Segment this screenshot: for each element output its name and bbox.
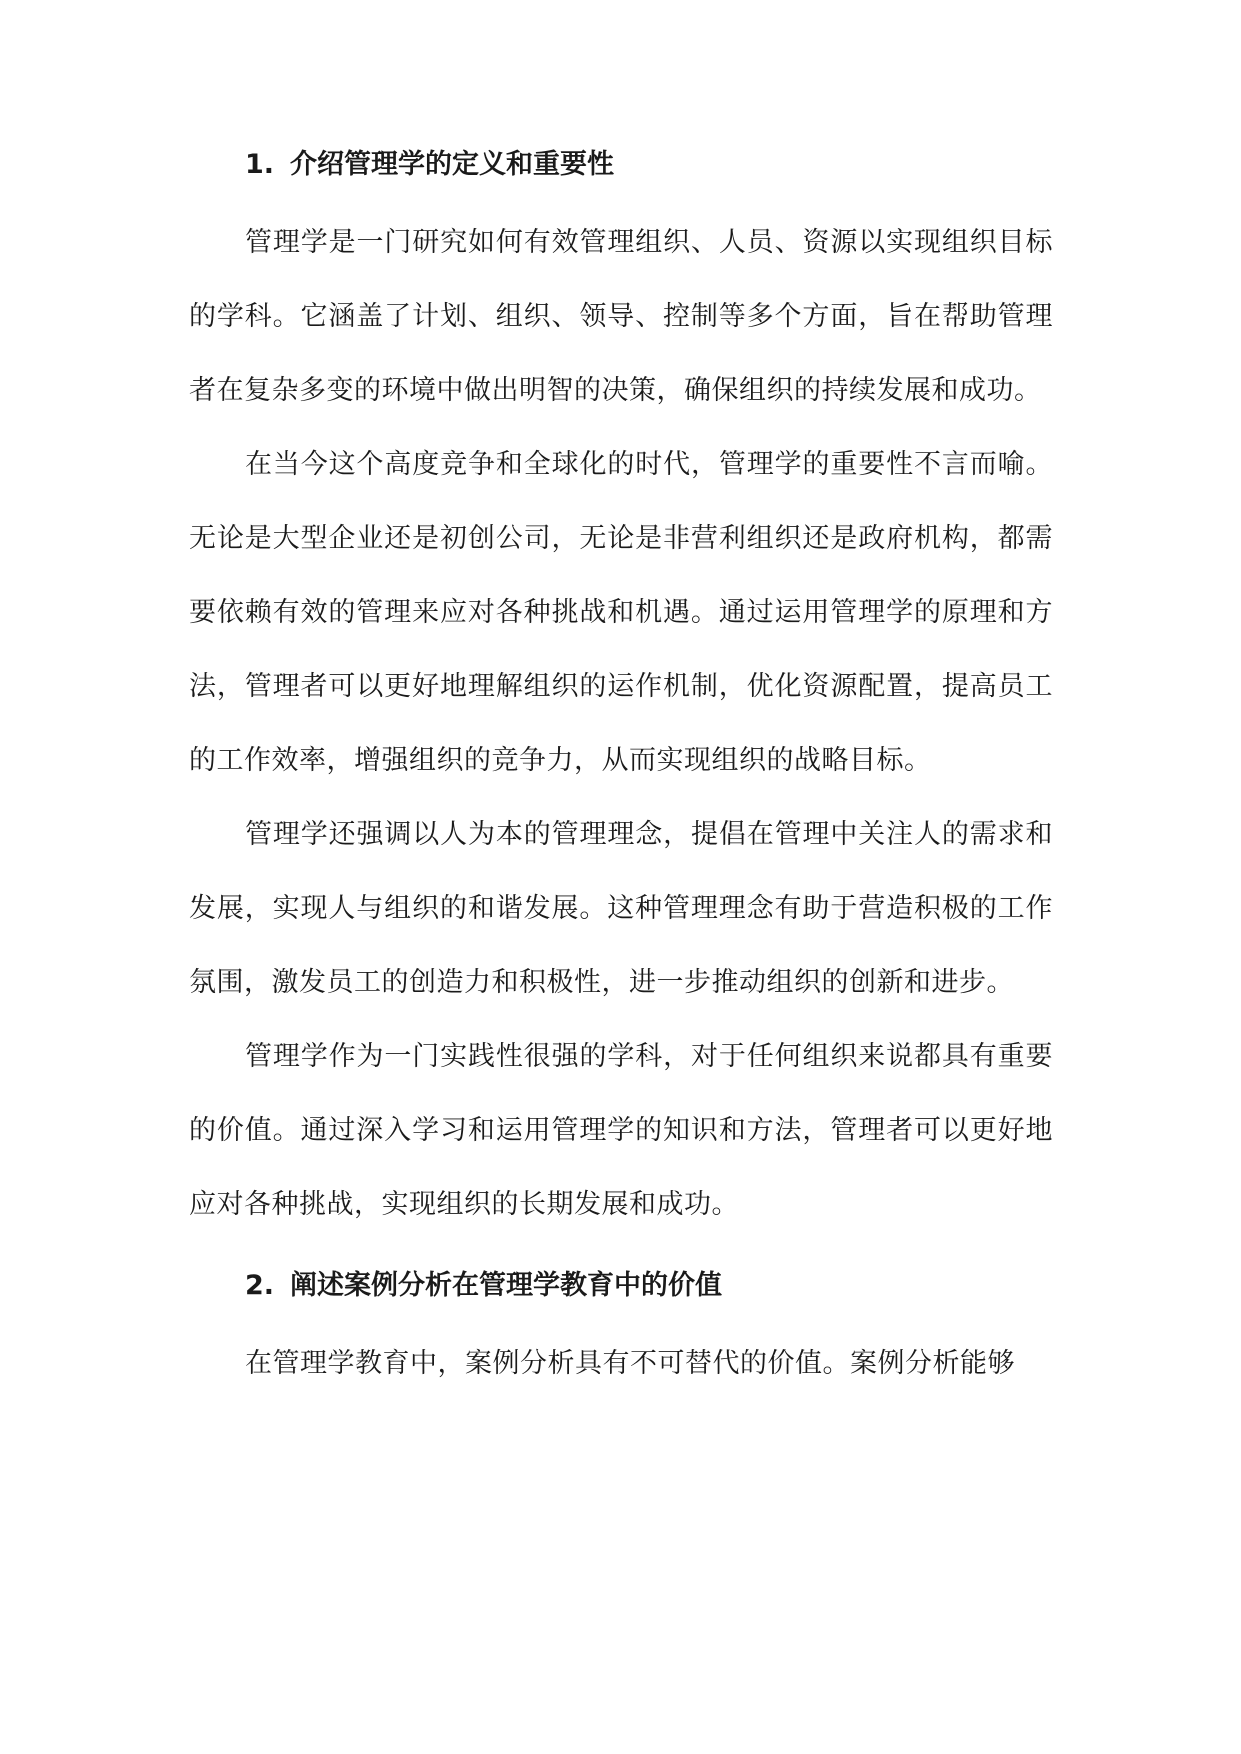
- paragraph: 管理学还强调以人为本的管理理念，提倡在管理中关注人的需求和发展，实现人与组织的和谐发展。这种管理理念有助于营造积极的工作氛围，激发员工的创造力和积极性，进一步推动组织的创新和进步。: [189, 819, 1053, 998]
- section-title: 阐述案例分析在管理学教育中的价值: [290, 1270, 723, 1301]
- section-heading-2: [189, 1266, 1053, 1306]
- paragraph: 管理学作为一门实践性很强的学科，对于任何组织来说都具有重要的价值。通过深入学习和运用管理学的知识和方法，管理者可以更好地应对各种挑战，实现组织的长期发展和成功。: [189, 1041, 1053, 1220]
- paragraph: 在当今这个高度竞争和全球化的时代，管理学的重要性不言而喻。无论是大型企业还是初创公司，无论是非营利组织还是政府机构，都需要依赖有效的管理来应对各种挑战和机遇。通过运用管理学的原理和方法，管理者可以更好地理解组织的运作机制，优化资源配置，提高员工的工作效率，增强组织的竞争力，从而实现组织的战略目标。: [189, 449, 1053, 776]
- paragraph: 在管理学教育中，案例分析具有不可替代的价值。案例分析能够: [245, 1348, 1015, 1379]
- document-body: [189, 145, 1053, 1401]
- section-gap: [189, 1242, 1053, 1266]
- section-number: 1.: [245, 149, 275, 180]
- paragraph: 管理学是一门研究如何有效管理组织、人员、资源以实现组织目标的学科。它涵盖了计划、组织、领导、控制等多个方面，旨在帮助管理者在复杂多变的环境中做出明智的决策，确保组织的持续发展和成功。: [189, 227, 1053, 406]
- section-title: 介绍管理学的定义和重要性: [290, 149, 615, 180]
- section-number: 2.: [245, 1270, 275, 1301]
- section-heading-1: [189, 145, 1053, 185]
